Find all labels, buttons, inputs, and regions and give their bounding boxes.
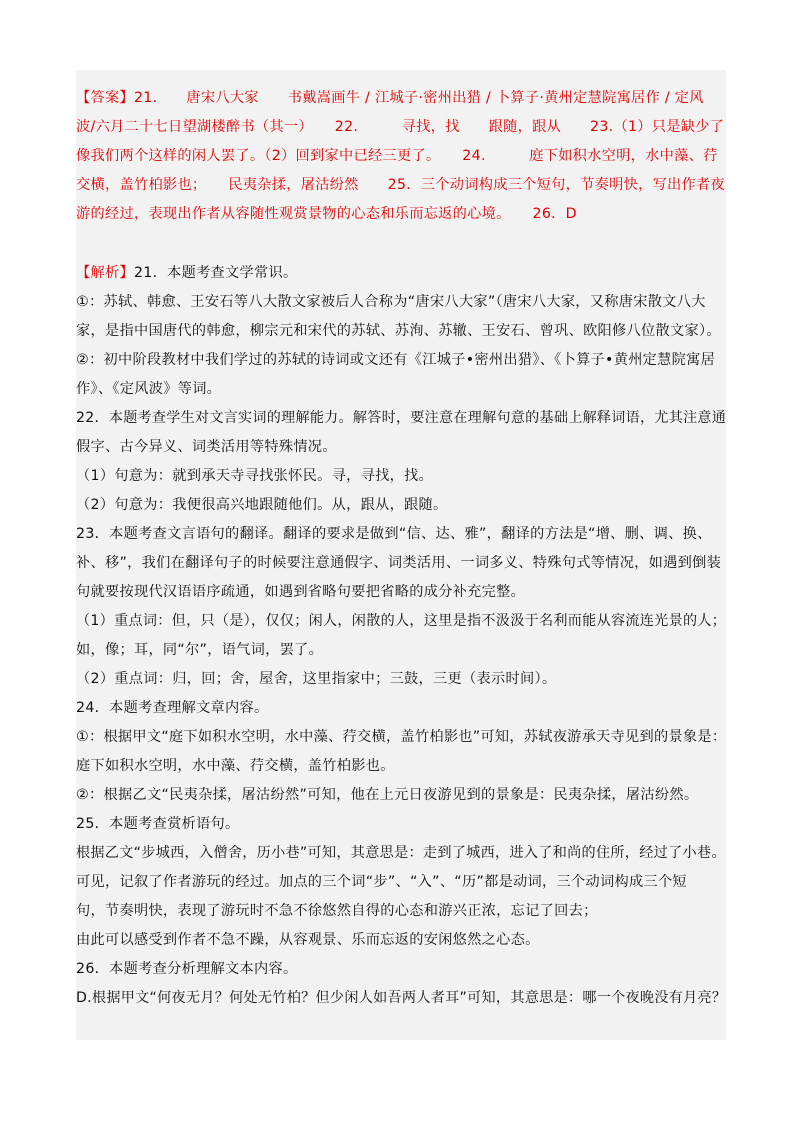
answer-line-3: 像我们两个这样的闲人罢了。（2）回到家中已经三更了。 24. 庭下如积水空明，水中藻、荇 [76, 148, 718, 164]
analysis-line-22: 可见，记叙了作者游玩的经过。加点的三个词“步”、“入”、“历”都是动词，三个动词构成三个短 [76, 874, 687, 890]
analysis-line-16: 24．本题考查理解文章内容。 [76, 700, 269, 716]
analysis-line-15: （2）重点词：归，回；舍，屋舍，这里指家中；三鼓，三更（表示时间）。 [76, 671, 557, 687]
analysis-line-18: 庭下如积水空明，水中藻、荇交横，盖竹柏影也。 [76, 758, 395, 774]
analysis-line-5: 作》、《定风波》等词。 [76, 381, 222, 397]
analysis-heading: 【解析】 [76, 265, 134, 281]
answer-block [76, 70, 726, 244]
analysis-line-24: 由此可以感受到作者不急不躁，从容观景、乐而忘返的安闲悠然之心态。 [76, 932, 540, 948]
answer-line-2: 波/六月二十七日望湖楼醉书（其一） 22. 寻找，找 跟随，跟从 23.（1）只是缺少了 [76, 119, 725, 135]
analysis-line-9: （2）句意为：我便很高兴地跟随他们。从，跟从，跟随。 [76, 497, 448, 513]
analysis-line-21: 根据乙文“步城西，入僧舍，历小巷”可知，其意思是：走到了城西，进入了和尚的住所，经过了小巷。 [76, 845, 726, 861]
answer-line-5: 游的经过，表现出作者从容随性观赏景物的心态和乐而忘返的心境。 26．D [76, 206, 577, 222]
analysis-line-4: ②：初中阶段教材中我们学过的苏轼的诗词或文还有《江城子•密州出猎》、《卜算子•黄州定慧院寓居 [76, 352, 716, 368]
analysis-line-3: 家，是指中国唐代的韩愈，柳宗元和宋代的苏轼、苏洵、苏辙、王安石、曾巩、欧阳修八位散文家）。 [76, 323, 721, 339]
analysis-line-8: （1）句意为：就到承天寺寻找张怀民。寻，寻找，找。 [76, 468, 434, 484]
analysis-line-1: 21．本题考查文学常识。 [133, 265, 298, 281]
analysis-block [76, 244, 726, 1040]
analysis-first-line [76, 263, 297, 283]
analysis-line-23: 句，节奏明快，表现了游玩时不急不徐悠然自得的心态和游兴正浓，忘记了回去； [76, 903, 598, 919]
analysis-line-12: 句就要按现代汉语语序疏通，如遇到省略句要把省略的成分补充完整。 [76, 584, 526, 600]
analysis-line-25: 26．本题考查分析理解文本内容。 [76, 961, 298, 977]
analysis-line-17: ①：根据甲文“庭下如积水空明，水中藻、荇交横，盖竹柏影也”可知，苏轼夜游承天寺见到的景象是： [76, 729, 727, 745]
analysis-line-2: ①：苏轼、韩愈、王安石等八大散文家被后人合称为“唐宋八大家”（唐宋八大家，又称唐宋散文八大 [76, 294, 706, 310]
analysis-line-6: 22．本题考查学生对文言实词的理解能力。解答时，要注意在理解句意的基础上解释词语，尤其注意通 [76, 410, 727, 426]
analysis-line-11: 补、移”，我们在翻译句子的时候要注意通假字、词类活用、一词多义、特殊句式等情况，如遇到倒装 [76, 555, 722, 571]
analysis-line-19: ②：根据乙文“民夷杂揉，屠沽纷然”可知，他在上元日夜游见到的景象是：民夷杂揉，屠沽纷然。 [76, 787, 699, 803]
answer-line-4: 交横，盖竹柏影也； 民夷杂揉，屠沽纷然 25．三个动词构成三个短句，节奏明快，写出作者夜 [76, 177, 726, 193]
analysis-line-10: 23．本题考查文言语句的翻译。翻译的要求是做到“信、达、雅”，翻译的方法是“增、删、调、换、 [76, 526, 712, 542]
analysis-line-13: （1）重点词：但，只（是），仅仅；闲人，闲散的人，这里是指不汲汲于名利而能从容流连光景的人； [76, 613, 727, 629]
analysis-line-7: 假字、古今异义、词类活用等特殊情况。 [76, 439, 337, 455]
answer-line-1: 【答案】21. 唐宋八大家 书戴嵩画牛 / 江城子·密州出猎 / 卜算子·黄州定慧院寓居作 / 定风 [76, 90, 704, 106]
analysis-line-20: 25．本题考查赏析语句。 [76, 816, 240, 832]
analysis-line-26: D.根据甲文“何夜无月？何处无竹柏？但少闲人如吾两人者耳”可知，其意思是：哪一个夜晚没有月亮？ [76, 990, 727, 1006]
analysis-line-14: 如，像；耳，同“尔”，语气词，罢了。 [76, 642, 324, 658]
